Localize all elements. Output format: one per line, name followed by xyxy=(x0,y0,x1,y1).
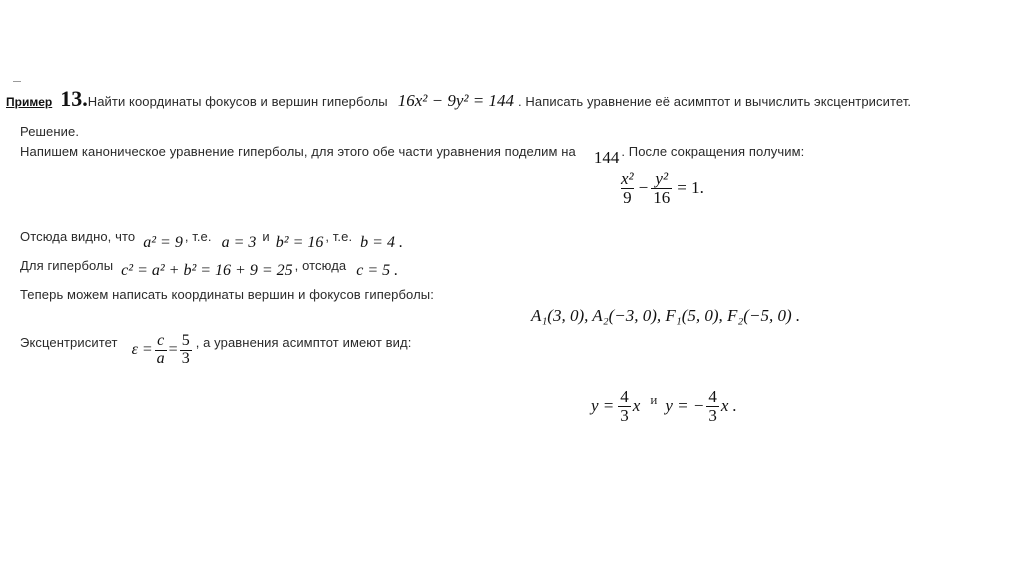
line1-number: 144 xyxy=(593,148,620,167)
ecc-equals: = xyxy=(168,341,178,359)
solution-line-1 xyxy=(20,141,805,167)
line5-text: Эксцентриситет xyxy=(20,334,118,350)
line2-eq1: a² = 9 xyxy=(143,234,183,251)
fraction-4-3-b: $\frac{4}{3}$ xyxy=(708,387,717,425)
line2-eq2: a = 3 xyxy=(221,234,257,251)
solution-line-3 xyxy=(20,257,399,279)
example-label: Пример xyxy=(6,95,53,109)
line2-te2: , т.е. xyxy=(325,229,353,244)
line3-mid: , отсюда xyxy=(294,258,347,273)
asym-x2: x . xyxy=(720,396,737,416)
task-text-part1: Найти координаты фокусов и вершин гиперболы xyxy=(87,94,388,109)
solution-heading: Решение. xyxy=(20,124,80,139)
corner-mark xyxy=(13,81,21,82)
example-number: 13. xyxy=(60,86,88,111)
line3-eq2: c = 5 . xyxy=(356,262,399,279)
asym-and: и xyxy=(650,392,658,408)
task-equation: 16x² − 9y² = 144 xyxy=(397,91,514,110)
asym-y1: y = xyxy=(591,396,615,416)
ecc-lhs: ε = xyxy=(131,341,153,359)
line2-and: и xyxy=(262,229,270,244)
fraction-x2-9: $\frac{\text{x²}}{9}$ xyxy=(621,169,634,207)
asym-y2: y = − xyxy=(665,396,705,416)
line5-tail: , а уравнения асимптот имеют вид: xyxy=(195,334,412,350)
canonical-minus: − xyxy=(638,178,649,198)
canonical-equation xyxy=(617,170,704,207)
fraction-c-a: $\frac{c}{a}$ xyxy=(156,332,165,367)
line2-eq3: b² = 16 xyxy=(275,234,324,251)
fraction-y2-16: $\frac{\text{y²}}{16}$ xyxy=(653,169,671,207)
line4-text: Теперь можем написать координаты вершин и фокусов гиперболы: xyxy=(20,287,434,302)
line3-text: Для гиперболы xyxy=(20,258,114,273)
problem-statement xyxy=(6,86,911,112)
line1-text: Напишем каноническое уравнение гиперболы, для этого обе части уравнения поделим на xyxy=(20,144,576,159)
line3-eq1: c² = a² + b² = 16 + 9 = 25 xyxy=(121,262,293,279)
asym-x1: x xyxy=(632,396,641,416)
solution-line-2 xyxy=(20,228,403,251)
fraction-5-3: $\frac{5}{3}$ xyxy=(181,332,190,367)
asymptotes xyxy=(591,388,737,425)
fraction-4-3-a: $\frac{4}{3}$ xyxy=(620,387,629,425)
vertices-and-foci: A₁(3, 0), A₂(−3, 0), F₁(5, 0), F₂(−5, 0) . xyxy=(531,306,801,325)
line2-text: Отсюда видно, что xyxy=(20,229,136,244)
canonical-rhs: = 1. xyxy=(677,178,704,198)
task-text-part2: . Написать уравнение её асимптот и вычислить эксцентриситет. xyxy=(517,94,912,109)
line1-tail: . После сокращения получим: xyxy=(621,144,805,159)
line2-eq4: b = 4 . xyxy=(360,234,403,251)
solution-line-5 xyxy=(20,333,411,368)
line2-te1: , т.е. xyxy=(184,229,212,244)
